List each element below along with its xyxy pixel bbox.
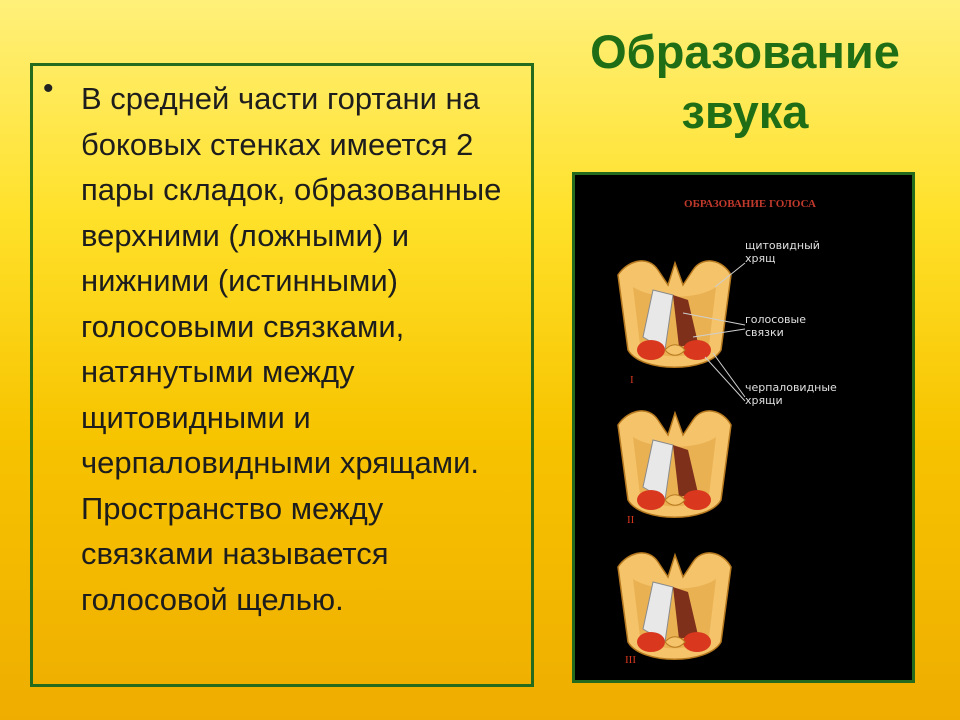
label-thyroid-line2: хрящ	[745, 252, 776, 265]
larynx-stage-3	[618, 553, 731, 659]
label-vocal-line1: голосовые	[745, 313, 806, 326]
label-vocal-line2: связки	[745, 326, 784, 339]
slide-title-line1: Образование	[590, 25, 900, 78]
label-aryt-line1: черпаловидные	[745, 381, 837, 394]
figure-heading: ОБРАЗОВАНИЕ ГОЛОСА	[684, 198, 816, 210]
stage-numeral-1: I	[630, 374, 634, 386]
larynx-stage-2	[618, 411, 731, 517]
stage-numeral-2: II	[627, 514, 635, 526]
larynx-illustration	[572, 172, 915, 683]
body-paragraph: В средней части гортани на боковых стенках имеется 2 пары складок, образованные верхними (ложными) и нижними (истинными) голосовыми связками, натянутыми между щитовидными и черпаловидными хрящами. Пространство между связками называется голосовой щелью.	[81, 81, 502, 617]
slide-title-line2: звука	[681, 85, 809, 138]
label-thyroid-line1: щитовидный	[745, 239, 820, 252]
larynx-diagram	[575, 175, 912, 680]
text-box	[30, 63, 534, 687]
slide-title	[560, 22, 930, 142]
larynx-stage-1	[618, 261, 731, 367]
stage-numeral-3: III	[625, 654, 636, 666]
bullet-icon: •	[43, 72, 54, 105]
label-aryt-line2: хрящи	[745, 394, 783, 407]
